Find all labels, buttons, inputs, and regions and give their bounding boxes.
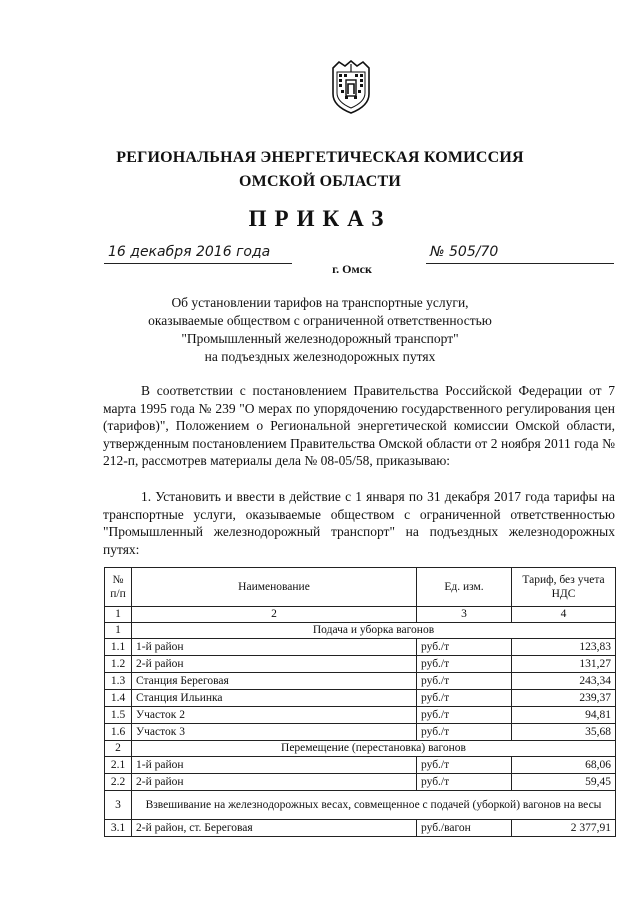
- section-row-2: [105, 741, 616, 757]
- section-num: 3: [105, 791, 132, 820]
- row-name: Участок 3: [132, 724, 417, 741]
- handwritten-order-number: № 505/70: [430, 244, 499, 260]
- clause-1-paragraph: 1. Установить и ввести в действие с 1 января по 31 декабря 2017 года тарифы на транспортные услуги, оказываемые обществом с ограниченной ответственностью "Промышленный железнодорожный транспорт" на подъездных железнодорожных путях:: [103, 489, 615, 557]
- row-num: 1.1: [105, 639, 132, 656]
- row-unit: руб./т: [417, 656, 512, 673]
- table-row: [105, 690, 616, 707]
- row-value: 68,06: [512, 757, 616, 774]
- row-unit: руб./т: [417, 673, 512, 690]
- row-value: 131,27: [512, 656, 616, 673]
- column-index-row: [105, 607, 616, 623]
- row-unit: руб./т: [417, 724, 512, 741]
- table-row: [105, 724, 616, 741]
- index-cell: 1: [105, 607, 132, 623]
- row-value: 239,37: [512, 690, 616, 707]
- row-name: 2-й район, ст. Береговая: [132, 820, 417, 837]
- row-value: 35,68: [512, 724, 616, 741]
- row-unit: руб./вагон: [417, 820, 512, 837]
- row-num: 3.1: [105, 820, 132, 837]
- tariff-table: [104, 567, 616, 837]
- row-name: Участок 2: [132, 707, 417, 724]
- row-value: 94,81: [512, 707, 616, 724]
- row-unit: руб./т: [417, 690, 512, 707]
- section-row-3: [105, 791, 616, 820]
- subject-line2: оказываемые обществом с ограниченной ответственностью: [148, 313, 492, 328]
- row-unit: руб./т: [417, 639, 512, 656]
- order-subject: [0, 294, 640, 366]
- row-value: 59,45: [512, 774, 616, 791]
- row-value: 2 377,91: [512, 820, 616, 837]
- table-row: [105, 639, 616, 656]
- organization-name: [0, 146, 640, 194]
- row-unit: руб./т: [417, 707, 512, 724]
- subject-line3: "Промышленный железнодорожный транспорт": [181, 331, 459, 346]
- row-num: 2.1: [105, 757, 132, 774]
- row-num: 1.2: [105, 656, 132, 673]
- row-name: 1-й район: [132, 757, 417, 774]
- document-type-title: ПРИКАЗ: [248, 206, 392, 231]
- city-label: г. Омск: [332, 262, 372, 276]
- row-num: 1.5: [105, 707, 132, 724]
- header-unit: Ед. изм.: [417, 568, 512, 607]
- preamble-paragraph: В соответствии с постановлением Правительства Российской Федерации от 7 марта 1995 года № 239 "О мерах по упорядочению государственного регулирования цен (тарифов)", Положением о Региональной энергетической комиссии Омской области, утвержденным постановлением Правительства Омской области от 2 ноября 2011 года № 212-п, рассмотрев материалы дела № 08-05/58, приказываю:: [103, 383, 615, 468]
- header-tariff: Тариф, без учета НДС: [512, 568, 616, 607]
- row-name: Станция Береговая: [132, 673, 417, 690]
- section-row-1: [105, 623, 616, 639]
- row-value: 123,83: [512, 639, 616, 656]
- header-num: № п/п: [105, 568, 132, 607]
- table-header-row: [105, 568, 616, 607]
- section-title: Подача и уборка вагонов: [132, 623, 616, 639]
- row-name: 2-й район: [132, 656, 417, 673]
- row-name: Станция Ильинка: [132, 690, 417, 707]
- row-num: 1.3: [105, 673, 132, 690]
- section-num: 1: [105, 623, 132, 639]
- table-row: [105, 707, 616, 724]
- row-unit: руб./т: [417, 757, 512, 774]
- table-row: [105, 656, 616, 673]
- table-row: [105, 673, 616, 690]
- coat-of-arms-emblem-icon: [330, 60, 372, 114]
- section-title: Взвешивание на железнодорожных весах, совмещенное с подачей (уборкой) вагонов на весы: [132, 791, 616, 820]
- subject-line1: Об установлении тарифов на транспортные услуги,: [171, 295, 469, 310]
- row-num: 1.4: [105, 690, 132, 707]
- section-num: 2: [105, 741, 132, 757]
- row-name: 2-й район: [132, 774, 417, 791]
- row-num: 2.2: [105, 774, 132, 791]
- header-name: Наименование: [132, 568, 417, 607]
- subject-line4: на подъездных железнодорожных путях: [204, 349, 436, 364]
- row-value: 243,34: [512, 673, 616, 690]
- section-title: Перемещение (перестановка) вагонов: [132, 741, 616, 757]
- table-row: [105, 820, 616, 837]
- index-cell: 4: [512, 607, 616, 623]
- row-num: 1.6: [105, 724, 132, 741]
- organization-name-line2: ОМСКОЙ ОБЛАСТИ: [239, 173, 401, 190]
- index-cell: 2: [132, 607, 417, 623]
- index-cell: 3: [417, 607, 512, 623]
- row-unit: руб./т: [417, 774, 512, 791]
- handwritten-date: 16 декабря 2016 года: [108, 244, 271, 260]
- table-row: [105, 774, 616, 791]
- table-row: [105, 757, 616, 774]
- organization-name-line1: РЕГИОНАЛЬНАЯ ЭНЕРГЕТИЧЕСКАЯ КОМИССИЯ: [116, 149, 524, 166]
- row-name: 1-й район: [132, 639, 417, 656]
